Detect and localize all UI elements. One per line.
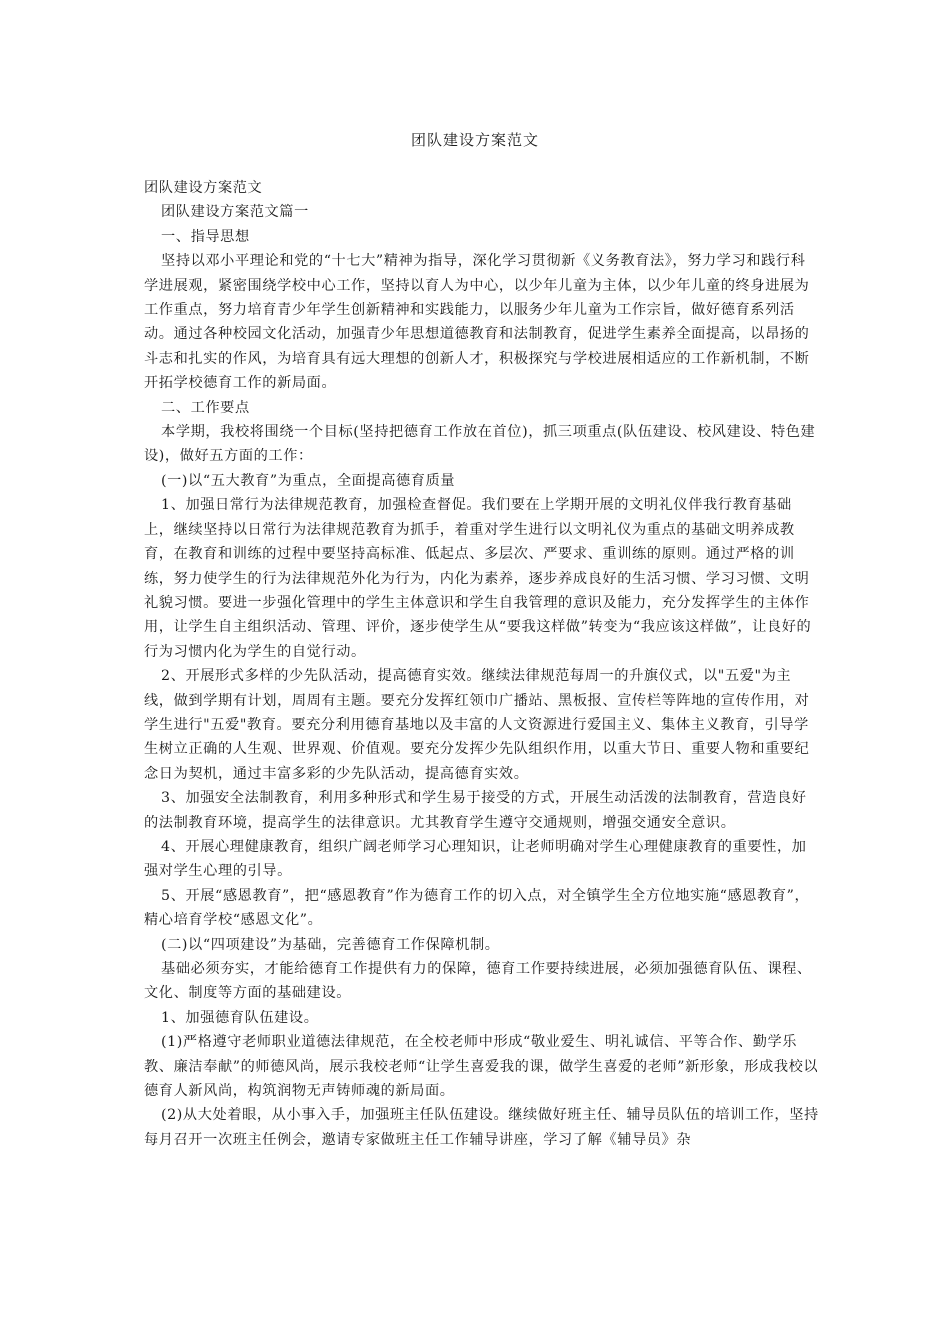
list-item-2: 2、开展形式多样的少先队活动，提高德育实效。继续法律规范每周一的升旗仪式，以"五爱"为主线，做到学期有计划，周周有主题。要充分发挥红领巾广播站、黑板报、宣传栏等阵地的宣传作用，对学生进行"五爱"教育。要充分利用德育基地以及丰富的人文资源进行爱国主义、集体主义教育，引导学生树立正确的人生观、世界观、价值观。要充分发挥少先队组织作用，以重大节日、重要人物和重要纪念日为契机，通过丰富多彩的少先队活动，提高德育实效。 xyxy=(144,668,810,782)
part-title-five-education: (一)以“五大教育”为重点，全面提高德育质量 xyxy=(161,472,456,489)
paragraph-guiding-ideology: 坚持以邓小平理论和党的“十七大”精神为指导，深化学习贯彻新《义务教育法》，努力学习和践行科学进展观，紧密围绕学校中心工作，坚持以育人为中心，以少年儿童为主体，以少年儿童的终身进展为工作重点，努力培育青少年学生创新精神和实践能力，以服务少年儿童为工作宗旨，做好德育系列活动。通过各种校园文化活动，加强青少年思想道德教育和法制教育，促进学生素养全面提高，以昂扬的斗志和扎实的作风，为培育具有远大理想的创新人才，积极探究与学校进展相适应的工作新机制，不断开拓学校德育工作的新局面。 xyxy=(144,253,810,392)
section-title-guiding-ideology: 一、指导思想 xyxy=(161,228,250,245)
subsection-item-2: (2)从大处着眼，从小事入手，加强班主任队伍建设。继续做好班主任、辅导员队伍的培训工作，坚持每月召开一次班主任例会，邀请专家做班主任工作辅导讲座，学习了解《辅导员》杂 xyxy=(144,1107,819,1148)
paragraph-foundation: 基础必须夯实，才能给德育工作提供有力的保障，德育工作要持续进展，必须加强德育队伍、课程、文化、制度等方面的基础建设。 xyxy=(144,961,812,1002)
list-item-5: 5、开展“感恩教育”，把“感恩教育”作为德育工作的切入点，对全镇学生全方位地实施“感恩教育”，精心培育学校“感恩文化”。 xyxy=(144,887,810,929)
section-title-work-points: 二、工作要点 xyxy=(161,399,250,416)
list-item-4: 4、开展心理健康教育，组织广阔老师学习心理知识，让老师明确对学生心理健康教育的重要性，加强对学生心理的引导。 xyxy=(144,838,807,880)
list-item-3: 3、加强安全法制教育，利用多种形式和学生易于接受的方式，开展生动活泼的法制教育，营造良好的法制教育环境，提高学生的法律意识。尤其教育学生遵守交通规则，增强交通安全意识。 xyxy=(144,790,807,831)
subsection-title-team-building: 1、加强德育队伍建设。 xyxy=(161,1009,319,1026)
part-title-four-construction: (二)以“四项建设”为基础，完善德育工作保障机制。 xyxy=(161,936,500,953)
paragraph-work-points: 本学期，我校将围绕一个目标(坚持把德育工作放在首位)，抓三项重点(队伍建设、校风建设、特色建设)，做好五方面的工作： xyxy=(144,424,816,465)
heading: 团队建设方案范文 xyxy=(144,180,263,196)
subheading: 团队建设方案范文篇一 xyxy=(161,204,309,221)
list-item-1: 1、加强日常行为法律规范教育，加强检查督促。我们要在上学期开展的文明礼仪伴我行教育基础上，继续坚持以日常行为法律规范教育为抓手，着重对学生进行以文明礼仪为重点的基础文明养成教育，在教育和训练的过程中要坚持高标准、低起点、多层次、严要求、重训练的原则。通过严格的训练，努力使学生的行为法律规范外化为行为，内化为素养，逐步养成良好的生活习惯、学习习惯、文明礼貌习惯。要进一步强化管理中的学生主体意识和学生自我管理的意识及能力，充分发挥学生的主体作用，让学生自主组织活动、管理、评价，逐步使学生从“要我这样做”转变为“我应该这样做”，让良好的行为习惯内化为学生的自觉行动。 xyxy=(144,497,812,660)
subsection-item-1: (1)严格遵守老师职业道德法律规范，在全校老师中形成“敬业爱生、明礼诚信、平等合作、勤学乐教、廉洁奉献”的师德风尚，展示我校老师“让学生喜爱我的课，做学生喜爱的老师”新形象，形成我校以德育人新风尚，构筑润物无声铸师魂的新局面。 xyxy=(144,1034,819,1100)
document-title: 团队建设方案范文 xyxy=(410,131,539,149)
document-body xyxy=(144,176,820,1152)
